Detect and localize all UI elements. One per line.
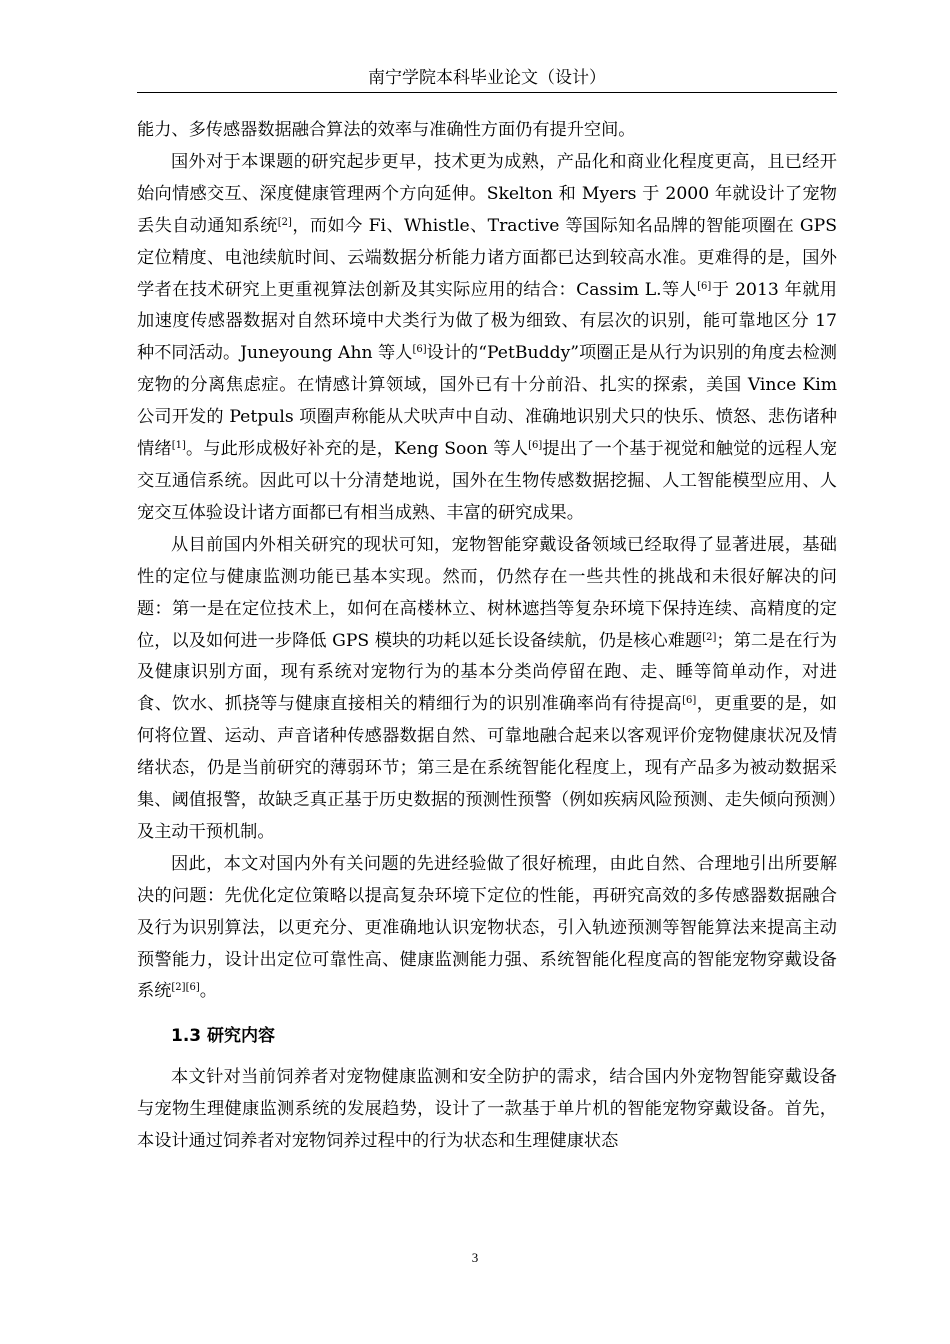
header-title: 南宁学院本科毕业论文（设计） (368, 68, 606, 88)
paragraph-1: 能力、多传感器数据融合算法的效率与准确性方面仍有提升空间。 (137, 120, 636, 140)
citation-marker: [2] (171, 982, 186, 994)
citation-marker: [6] (185, 982, 200, 994)
citation-marker: [6] (412, 344, 427, 356)
citation-marker: [6] (697, 280, 712, 292)
page-number: 3 (471, 1250, 479, 1265)
section-heading: 1.3 研究内容 (171, 1026, 276, 1047)
paragraph-5: 本文针对当前饲养者对宠物健康监测和安全防护的需求，结合国内外宠物智能穿戴设备与宠物生理健康监测系统的发展趋势，设计了一款基于单片机的智能宠物穿戴设备。首先，本设计通过饲养者对宠物饲养过程中的行为状态和生理健康状态 (137, 1067, 837, 1152)
header-rule (137, 92, 837, 93)
page-header (137, 66, 837, 90)
citation-marker: [6] (528, 440, 543, 452)
document-body (137, 115, 837, 1158)
paragraph-2: 国外对于本课题的研究起步更早，技术更为成熟，产品化和商业化程度更高，且已经开始向情感交互、深度健康管理两个方向延伸。Skelton 和 Myers 于 2000 年就设计了宠物丢失自动通知系统[2]，而如今 Fi、Whistle、Tractive 等国际知名品牌的智能项圈在 GPS 定位精度、电池续航时间、云端数据分析能力诸方面都已达到较高水准。更难得的是，国外学者在技术研究上更重视算法创新及其实际应用的结合：Cassim L.等人[6]于 2013 年就用加速度传感器数据对自然环境中犬类行为做了极为细致、有层次的识别，能可靠地区分 17 种不同活动。Juneyoung Ahn 等人[6]设计的“PetBuddy”项圈正是从行为识别的角度去检测宠物的分离焦虑症。在情感计算领域，国外已有十分前沿、扎实的探索，美国 Vince Kim 公司开发的 Petpuls 项圈声称能从犬吠声中自动、准确地识别犬只的快乐、愤怒、悲伤诸种情绪[1]。与此形成极好补充的是，Keng Soon 等人[6]提出了一个基于视觉和触觉的远程人宠交互通信系统。因此可以十分清楚地说，国外在生物传感数据挖掘、人工智能模型应用、人宠交互体验设计诸方面都已有相当成熟、丰富的研究成果。 (137, 151, 837, 523)
paragraph-4: 因此，本文对国内外有关问题的先进经验做了很好梳理，由此自然、合理地引出所要解决的问题：先优化定位策略以提高复杂环境下定位的性能，再研究高效的多传感器数据融合及行为识别算法，以更充分、更准确地认识宠物状态，引入轨迹预测等智能算法来提高主动预警能力，设计出定位可靠性高、健康监测能力强、系统智能化程度高的智能宠物穿戴设备系统[2][6]。 (137, 853, 837, 1002)
citation-marker: [2] (277, 216, 292, 228)
citation-marker: [1] (171, 440, 186, 452)
citation-marker: [2] (702, 631, 717, 643)
citation-marker: [6] (682, 695, 697, 707)
paragraph-3: 从目前国内外相关研究的现状可知，宠物智能穿戴设备领域已经取得了显著进展，基础性的定位与健康监测功能已基本实现。然而，仍然存在一些共性的挑战和未很好解决的问题：第一是在定位技术上，如何在高楼林立、树林遮挡等复杂环境下保持连续、高精度的定位，以及如何进一步降低 GPS 模块的功耗以延长设备续航，仍是核心难题[2]；第二是在行为及健康识别方面，现有系统对宠物行为的基本分类尚停留在跑、走、睡等简单动作，对进食、饮水、抓挠等与健康直接相关的精细行为的识别准确率尚有待提高[6]，更重要的是，如何将位置、运动、声音诸种传感器数据自然、可靠地融合起来以客观评价宠物健康状况及情绪状态，仍是当前研究的薄弱环节；第三是在系统智能化程度上，现有产品多为被动数据采集、阈值报警，故缺乏真正基于历史数据的预测性预警（例如疾病风险预测、走失倾向预测）及主动干预机制。 (137, 534, 837, 842)
